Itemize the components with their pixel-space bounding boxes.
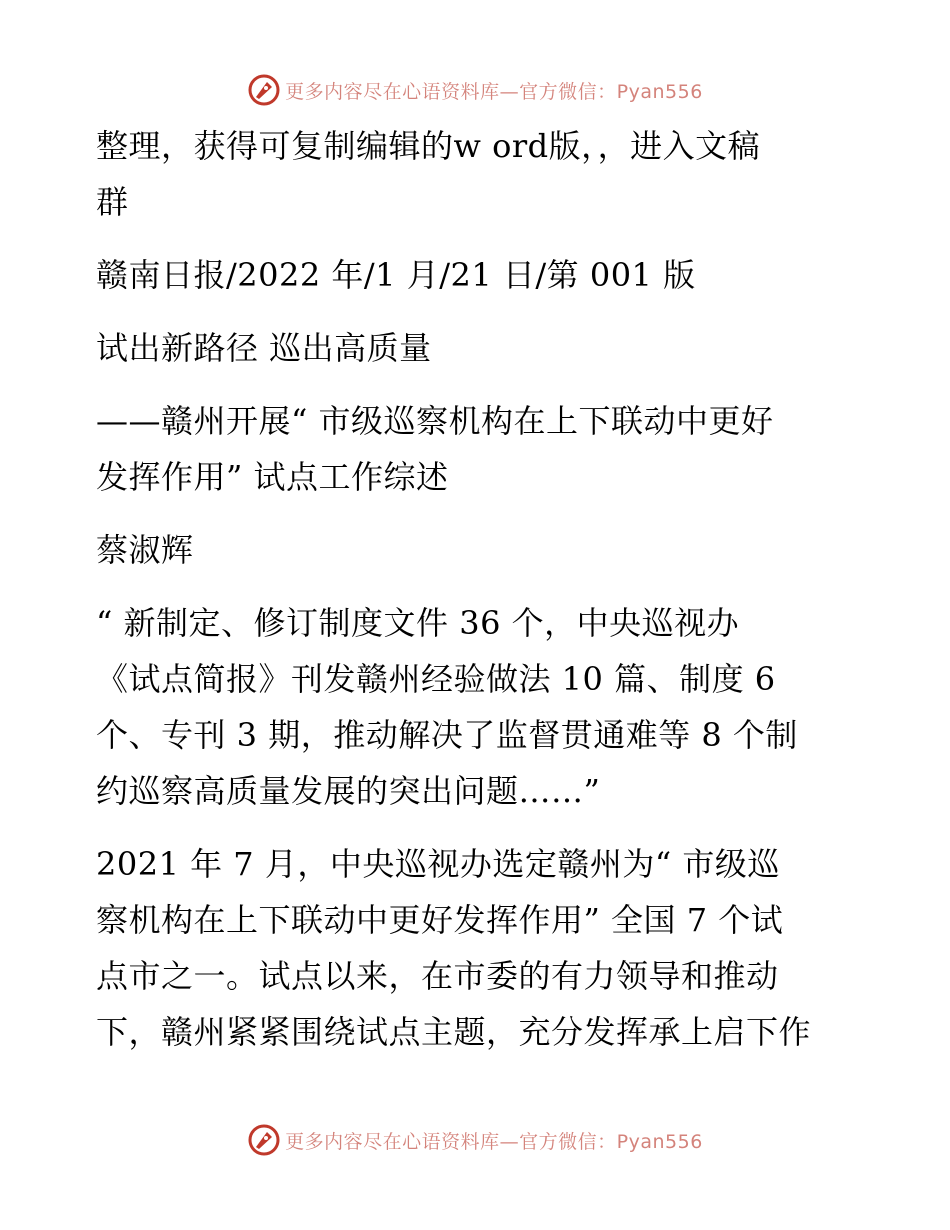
paragraph-source: 赣南日报/2022 年/1 月/21 日/第 001 版 <box>96 256 696 294</box>
banner-text: 更多内容尽在心语资料库—官方微信：Pyan556 <box>285 80 703 103</box>
wechat-id: Pyan556 <box>616 80 703 103</box>
footer-watermark-banner <box>0 1120 950 1160</box>
document-body <box>96 118 856 1060</box>
pen-nib-logo-icon <box>247 73 281 107</box>
article-author: 蔡淑辉 <box>96 531 194 569</box>
article-title: 试出新路径 巡出高质量 <box>96 329 432 367</box>
article-subtitle: ——赣州开展“ 市级巡察机构在上下联动中更好 发挥作用” 试点工作综述 <box>96 402 774 496</box>
header-watermark-banner <box>0 70 950 110</box>
wechat-id: Pyan556 <box>616 1130 703 1153</box>
paragraph-quote: “ 新制定、修订制度文件 36 个，中央巡视办 《试点简报》刊发赣州经验做法 10 篇、制度 6 个、专刊 3 期，推动解决了监督贯通难等 8 个制 约巡察高质量发展的突出问题……” <box>96 604 798 810</box>
paragraph-note: 整理，获得可复制编辑的w ord版，，进入文稿 群 <box>96 127 761 221</box>
pen-nib-logo-icon <box>247 1123 281 1157</box>
paragraph-body: 2021 年 7 月，中央巡视办选定赣州为“ 市级巡 察机构在上下联动中更好发挥作用” 全国 7 个试 点市之一。试点以来，在市委的有力领导和推动 下，赣州紧紧围绕试点主题，充分发挥承上启下作 <box>96 845 812 1051</box>
banner-text: 更多内容尽在心语资料库—官方微信：Pyan556 <box>285 1130 703 1153</box>
